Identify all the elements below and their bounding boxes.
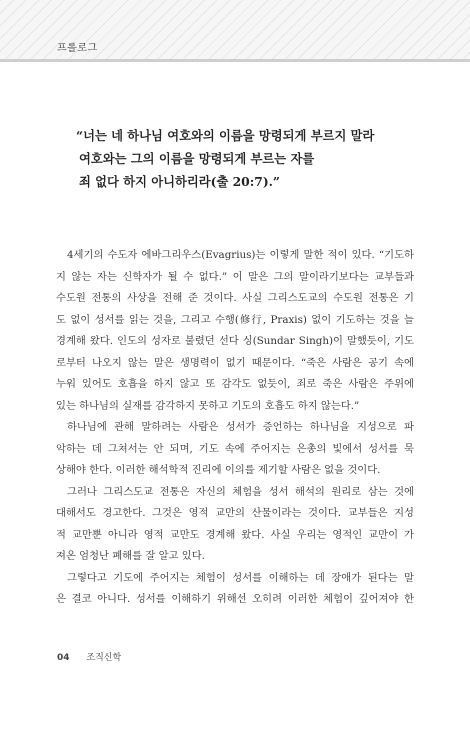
epigraph-line: 죄 없다 하지 아니하리라(출 20:7).” — [79, 174, 280, 189]
body-line: 도 없이 성서를 읽는 것을, 그리고 수행(修行, Praxis) 없이 기도하는 것을 늘 — [56, 313, 414, 326]
section-title: 프롤로그 — [57, 43, 98, 54]
body-line: 누워 있어도 호흡을 하지 않고 또 감각도 없듯이, 죄로 죽은 사람은 주위에 — [56, 378, 414, 390]
body-line: 악하는 데 그쳐서는 안 되며, 기도 속에 주어지는 은총의 빛에서 성서를 묵 — [56, 442, 414, 455]
body-line: 4세기의 수도자 에바그리우스(Evagrius)는 이렇게 말한 적이 있다. “기도하 — [67, 249, 414, 261]
body-line: 상해야 한다. 이러한 해석학적 진리에 이의를 제기할 사람은 없을 것이다. — [56, 464, 381, 476]
page-footer — [57, 650, 121, 663]
body-line: 대해서도 경고한다. 그것은 영적 교만의 산물이라는 것이다. 교부들은 지성 — [56, 507, 414, 519]
page-number: 04 — [57, 653, 70, 663]
header-band — [0, 0, 470, 62]
epigraph-line: “너는 네 하나님 여호와의 이름을 망령되게 부르지 말라 — [76, 128, 375, 143]
body-line: 적 교만뿐 아니라 영적 교만도 경계해 왔다. 사실 우리는 영적인 교만이 가 — [56, 528, 414, 541]
epigraph-quote — [76, 124, 416, 193]
body-line: 있는 하나님의 실재를 감각하지 못하고 기도의 호흡도 하지 않는다.” — [56, 399, 360, 412]
epigraph-line: 여호와는 그의 이름을 망령되게 부르는 자를 — [79, 151, 315, 166]
body-text — [56, 245, 414, 611]
body-line: 로부터 나오지 않는 말은 생명력이 없기 때문이다. “죽은 사람은 공기 속에 — [56, 356, 414, 369]
body-line: 수도원 전통의 사상을 전해 준 것이다. 사실 그리스도교의 수도원 전통은 기 — [56, 292, 414, 304]
body-line: 그렇다고 기도에 주어지는 체험이 성서를 이해하는 데 장애가 된다는 말 — [67, 571, 414, 584]
body-line: 하나님에 관해 말하려는 사람은 성서가 증언하는 하나님을 지성으로 파 — [67, 421, 414, 433]
body-line: 은 결코 아니다. 성서를 이해하기 위해선 오히려 이러한 체험이 깊어져야 한 — [56, 593, 414, 605]
running-title: 조직신학 — [86, 653, 122, 663]
body-line: 지 않는 자는 신학자가 될 수 없다.” 이 말은 그의 말이라기보다는 교부들과 — [56, 270, 414, 283]
body-line: 그러나 그리스도교 전통은 자신의 체험을 성서 해석의 원리로 삼는 것에 — [67, 485, 414, 498]
body-line: 경계해 왔다. 인도의 성자로 불렸던 선다 싱(Sundar Singh)이 말했듯이, 기도 — [56, 335, 414, 347]
body-line: 져온 엄청난 폐해를 잘 알고 있다. — [56, 550, 205, 562]
